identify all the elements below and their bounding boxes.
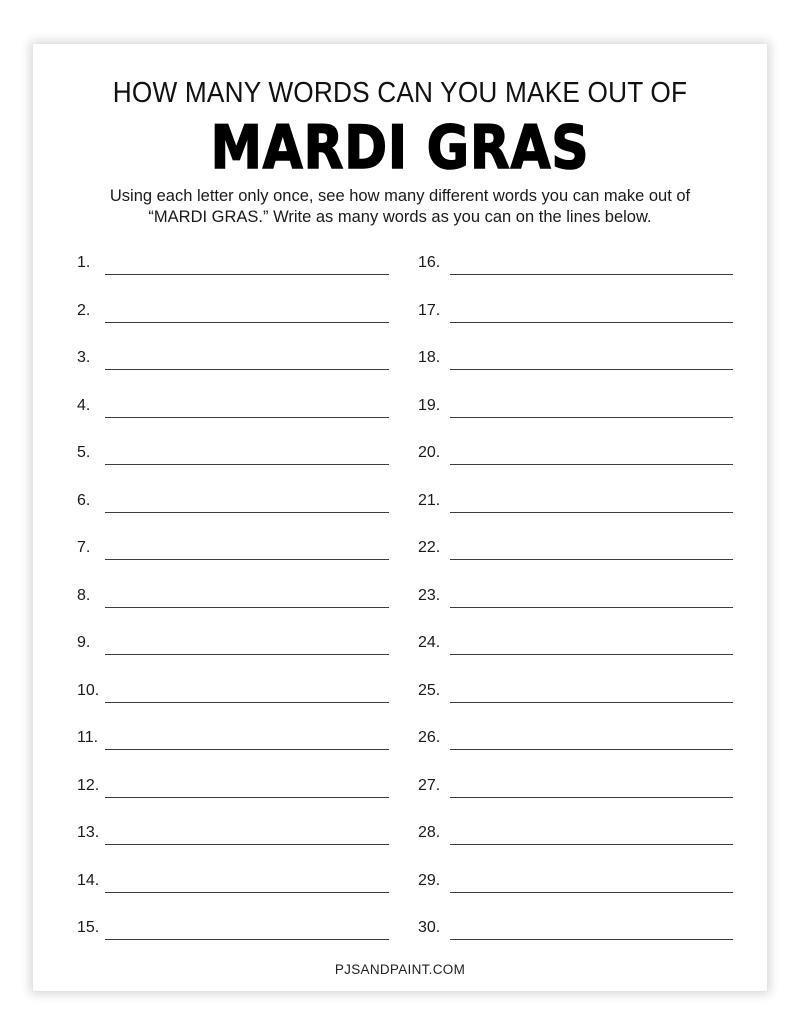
answer-line[interactable] (450, 559, 733, 560)
answer-line[interactable] (450, 274, 733, 275)
instructions (73, 186, 727, 228)
answer-line[interactable] (450, 892, 733, 893)
footer-website: PJSANDPAINT.COM (334, 962, 466, 977)
answer-number: 6. (77, 491, 91, 509)
answer-number: 17. (418, 301, 441, 319)
worksheet-heading: HOW MANY WORDS CAN YOU MAKE OUT OF (112, 77, 688, 109)
instructions-line-2: “MARDI GRAS.” Write as many words as you can on the lines below. (148, 208, 652, 226)
answer-row (33, 578, 767, 608)
answer-row (33, 483, 767, 513)
answer-number: 3. (77, 349, 91, 366)
answer-line[interactable] (450, 797, 733, 798)
answer-row (33, 388, 767, 418)
answer-line[interactable] (450, 939, 733, 940)
answer-line[interactable] (450, 654, 733, 655)
answer-line[interactable] (450, 322, 733, 323)
answer-number: 14. (77, 871, 100, 889)
answer-number: 4. (77, 396, 91, 414)
answer-line[interactable] (450, 844, 733, 845)
answer-row (33, 768, 767, 798)
answer-number: 22. (418, 539, 441, 556)
answer-line[interactable] (450, 369, 733, 370)
answer-row (33, 530, 767, 560)
answer-row (33, 625, 767, 655)
answer-number: 24. (418, 634, 441, 651)
answer-number: 15. (77, 919, 100, 936)
answer-row (33, 293, 767, 323)
answer-line[interactable] (450, 464, 733, 465)
answer-number: 28. (418, 824, 441, 841)
answer-number: 27. (418, 776, 441, 794)
answer-row (33, 910, 767, 940)
answer-row (33, 340, 767, 370)
answer-number: 29. (418, 871, 441, 889)
worksheet-title: MARDI GRAS (210, 113, 590, 183)
answer-number: 12. (77, 776, 100, 794)
answer-number: 23. (418, 586, 441, 604)
answer-number: 18. (418, 349, 441, 366)
answer-number: 30. (418, 919, 441, 936)
answer-line[interactable] (450, 607, 733, 608)
answer-number: 7. (77, 539, 91, 556)
answer-line[interactable] (450, 512, 733, 513)
answer-number: 19. (418, 396, 441, 414)
answer-line[interactable] (450, 702, 733, 703)
answer-row (33, 720, 767, 750)
answer-row (33, 863, 767, 893)
answer-number: 8. (77, 586, 91, 604)
answer-number: 10. (77, 681, 100, 699)
answer-row (33, 673, 767, 703)
answer-number: 21. (418, 491, 441, 509)
answer-line[interactable] (450, 417, 733, 418)
answer-row (33, 435, 767, 465)
answer-number: 2. (77, 301, 91, 319)
answer-number: 1. (77, 254, 91, 271)
answer-number: 25. (418, 681, 441, 699)
answer-number: 13. (77, 824, 100, 841)
answer-number: 5. (77, 444, 91, 461)
answer-number: 26. (418, 729, 441, 746)
answer-number: 16. (418, 254, 441, 271)
instructions-line-1: Using each letter only once, see how many different words you can make out of (109, 187, 691, 205)
worksheet-page (33, 44, 767, 991)
answer-row (33, 815, 767, 845)
answer-line[interactable] (450, 749, 733, 750)
answer-number: 11. (77, 729, 99, 746)
answer-number: 9. (77, 634, 91, 651)
answer-row (33, 245, 767, 275)
answer-number: 20. (418, 444, 441, 461)
